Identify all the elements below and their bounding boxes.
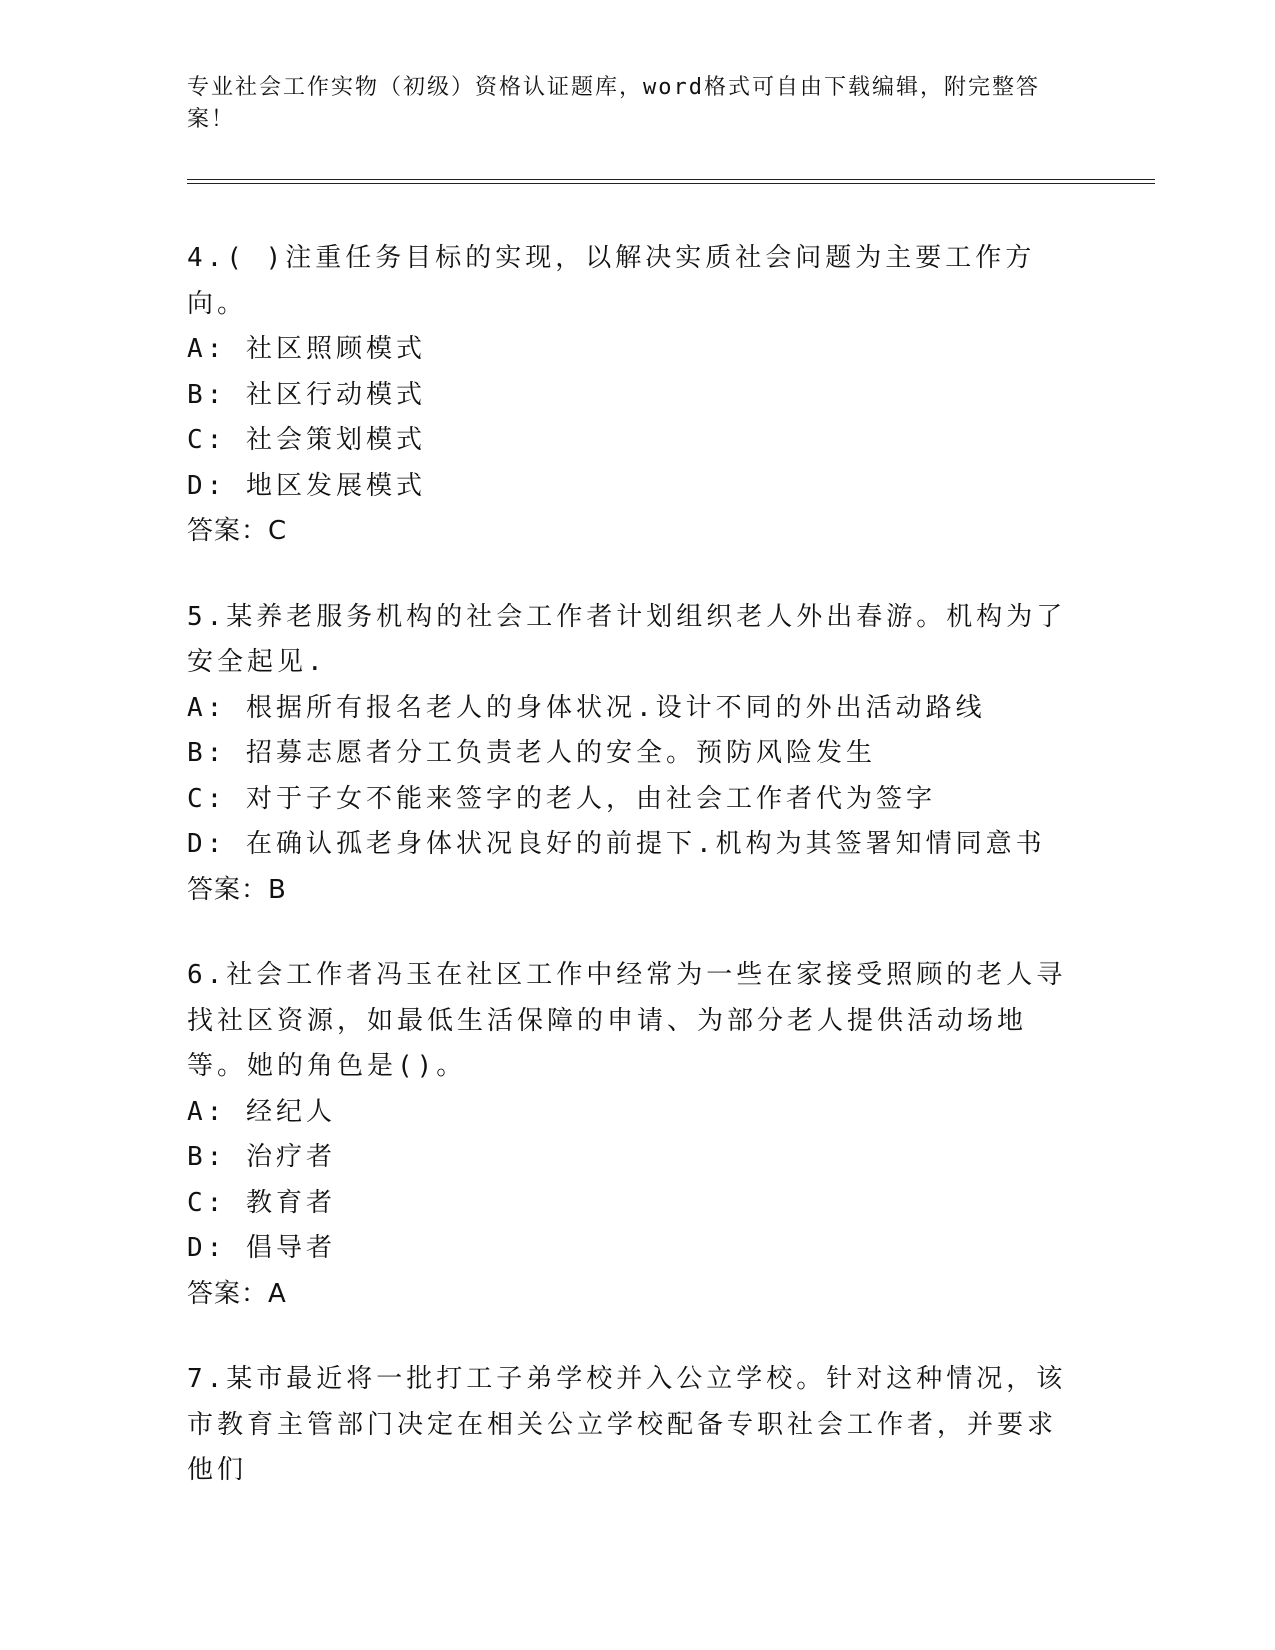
question-7 bbox=[187, 1357, 1067, 1494]
option-d: D: 在确认孤老身体状况良好的前提下.机构为其签署知情同意书 bbox=[187, 829, 1046, 859]
option-d: D: 倡导者 bbox=[187, 1233, 336, 1263]
option-b: B: 招募志愿者分工负责老人的安全。预防风险发生 bbox=[187, 738, 876, 768]
option-a: A: 经纪人 bbox=[187, 1096, 336, 1127]
option-d: D: 地区发展模式 bbox=[187, 470, 426, 501]
option-c: C: 教育者 bbox=[187, 1187, 336, 1218]
option-a: A: 根据所有报名老人的身体状况.设计不同的外出活动路线 bbox=[187, 692, 986, 723]
document-header bbox=[187, 72, 1067, 136]
header-divider-bottom bbox=[187, 183, 1155, 184]
question-5 bbox=[187, 595, 1067, 914]
answer-line: 答案：C bbox=[187, 516, 288, 546]
option-a: A: 社区照顾模式 bbox=[187, 334, 426, 364]
question-stem: 4.( )注重任务目标的实现，以解决实质社会问题为主要工作方向。 bbox=[187, 243, 1036, 319]
header-title: 专业社会工作实物（初级）资格认证题库，word格式可自由下载编辑，附完整答案！ bbox=[187, 75, 1040, 132]
option-c: C: 社会策划模式 bbox=[187, 425, 426, 455]
question-stem: 5.某养老服务机构的社会工作者计划组织老人外出春游。机构为了安全起见. bbox=[187, 601, 1067, 677]
question-stem: 7.某市最近将一批打工子弟学校并入公立学校。针对这种情况，该市教育主管部门决定在相关公立学校配备专职社会工作者，并要求他们 bbox=[187, 1364, 1067, 1485]
question-4 bbox=[187, 236, 1067, 555]
question-list bbox=[187, 236, 1067, 1534]
question-6 bbox=[187, 953, 1067, 1317]
header-divider-top bbox=[187, 179, 1155, 180]
answer-line: 答案：B bbox=[187, 874, 287, 905]
option-c: C: 对于子女不能来签字的老人，由社会工作者代为签字 bbox=[187, 783, 936, 814]
answer-line: 答案：A bbox=[187, 1278, 287, 1309]
question-stem: 6.社会工作者冯玉在社区工作中经常为一些在家接受照顾的老人寻找社区资源，如最低生活保障的申请、为部分老人提供活动场地等。她的角色是()。 bbox=[187, 960, 1067, 1081]
option-b: B: 社区行动模式 bbox=[187, 379, 426, 410]
option-b: B: 治疗者 bbox=[187, 1142, 336, 1172]
